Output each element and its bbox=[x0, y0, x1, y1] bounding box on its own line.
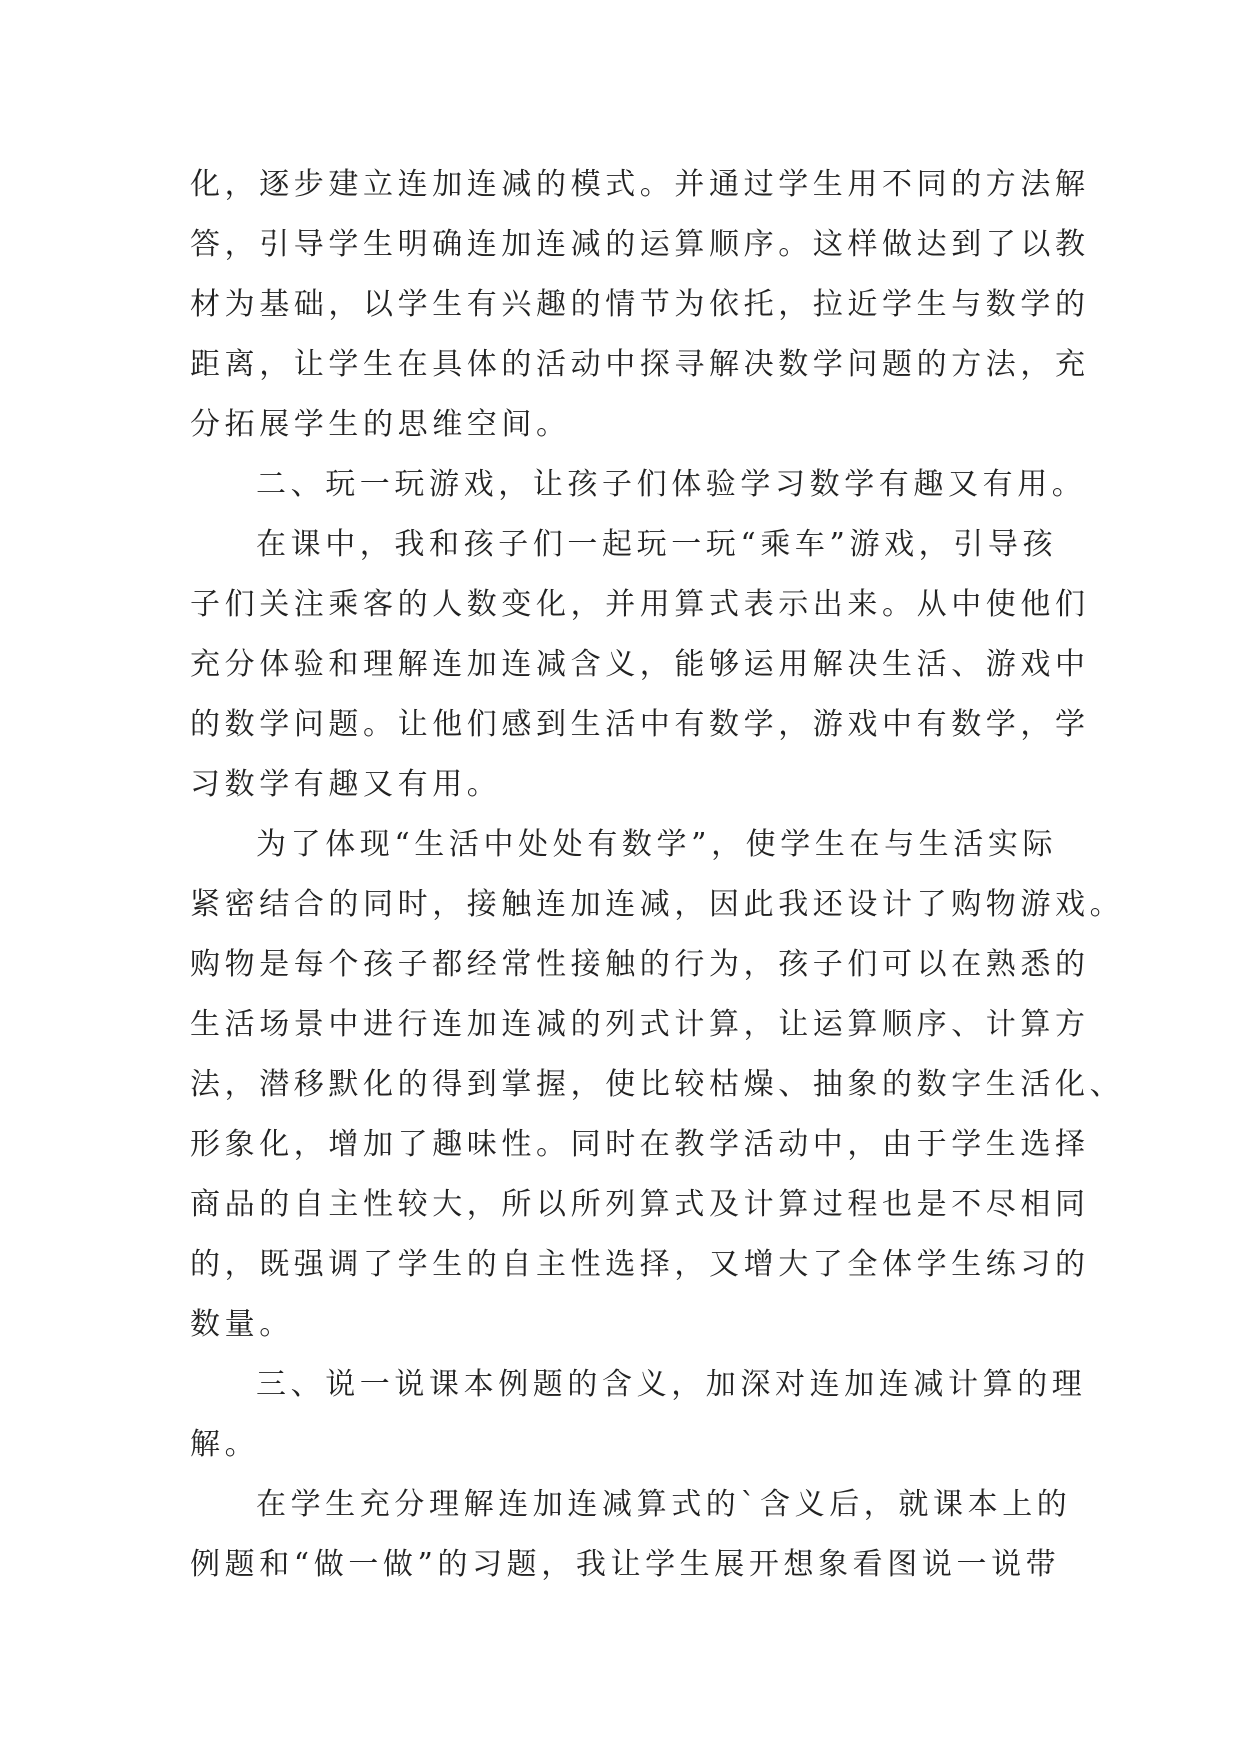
paragraph-start: 为了体现“生活中处处有数学”，使学生在与生活实际 bbox=[256, 827, 1058, 862]
text-line: 距离，让学生在具体的活动中探寻解决数学问题的方法，充 bbox=[190, 347, 1090, 382]
text-line: 数量。 bbox=[190, 1307, 294, 1342]
text-line: 形象化，增加了趣味性。同时在教学活动中，由于学生选择 bbox=[190, 1127, 1090, 1162]
text-line: 商品的自主性较大，所以所列算式及计算过程也是不尽相同 bbox=[190, 1187, 1090, 1222]
text-line: 的，既强调了学生的自主性选择，又增大了全体学生练习的 bbox=[190, 1247, 1090, 1282]
document-body bbox=[190, 155, 1125, 1595]
text-line: 材为基础，以学生有兴趣的情节为依托，拉近学生与数学的 bbox=[190, 287, 1090, 322]
text-line: 例题和“做一做”的习题，我让学生展开想象看图说一说带 bbox=[190, 1547, 1061, 1582]
text-line: 购物是每个孩子都经常性接触的行为，孩子们可以在熟悉的 bbox=[190, 947, 1090, 982]
text-line: 答，引导学生明确连加连减的运算顺序。这样做达到了以教 bbox=[190, 227, 1090, 262]
text-line: 化，逐步建立连加连减的模式。并通过学生用不同的方法解 bbox=[190, 167, 1090, 202]
section-heading-two: 二、玩一玩游戏，让孩子们体验学习数学有趣又有用。 bbox=[256, 467, 1087, 502]
paragraph-start: 在课中，我和孩子们一起玩一玩“乘车”游戏，引导孩 bbox=[256, 527, 1058, 562]
text-line: 习数学有趣又有用。 bbox=[190, 767, 502, 802]
text-line: 子们关注乘客的人数变化，并用算式表示出来。从中使他们 bbox=[190, 587, 1090, 622]
text-line: 的数学问题。让他们感到生活中有数学，游戏中有数学，学 bbox=[190, 707, 1090, 742]
text-line: 紧密结合的同时，接触连加连减，因此我还设计了购物游戏。 bbox=[190, 887, 1125, 922]
text-line: 解。 bbox=[190, 1427, 260, 1462]
text-line: 分拓展学生的思维空间。 bbox=[190, 407, 571, 442]
section-heading-three: 三、说一说课本例题的含义，加深对连加连减计算的理 bbox=[256, 1367, 1087, 1402]
text-line: 生活场景中进行连加连减的列式计算，让运算顺序、计算方 bbox=[190, 1007, 1090, 1042]
text-line: 充分体验和理解连加连减含义，能够运用解决生活、游戏中 bbox=[190, 647, 1090, 682]
paragraph-start: 在学生充分理解连加连减算式的`含义后，就课本上的 bbox=[256, 1487, 1072, 1522]
text-line: 法，潜移默化的得到掌握，使比较枯燥、抽象的数字生活化、 bbox=[190, 1067, 1125, 1102]
